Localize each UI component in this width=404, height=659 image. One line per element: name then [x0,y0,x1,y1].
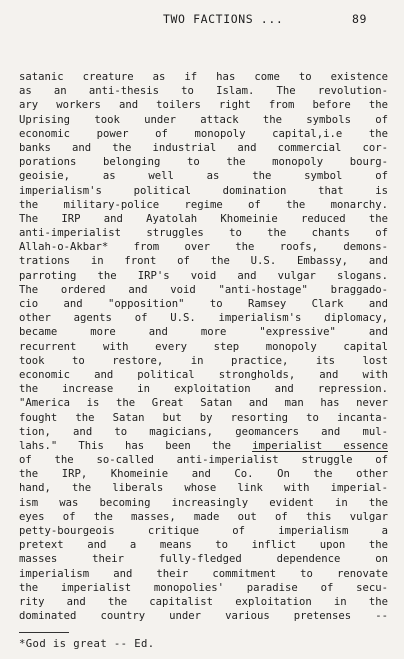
body-line: imperialism and their commitment to renovate [19,567,388,580]
body-line: of the so-called anti-imperialist struggle of [19,454,388,467]
page-number: 89 [352,12,368,26]
body-line: porations belonging to the monopoly bourg- [19,156,388,169]
body-line: The IRP and Ayatolah Khomeinie reduced the [19,212,388,225]
body-line: masses their fully-fledged dependence on [19,553,388,566]
body-line: hand, the liberals whose link with imperial- [19,482,388,495]
body-line: as an anti-thesis to Islam. The revolution- [19,85,388,98]
body-line: took to restore, in practice, its lost [19,354,388,367]
body-line: The ordered and void "anti-hostage" braggado- [19,283,388,296]
body-line: anti-imperialist struggles to the chants of [19,227,388,240]
body-line: Allah-o-Akbar* from over the roofs, demons- [19,241,388,254]
running-head [0,12,404,28]
body-line: lahs." This has been the imperialist essence [19,439,388,452]
body-line: trations in front of the U.S. Embassy, and [19,255,388,268]
body-line: the increase in exploitation and repression. [19,383,388,396]
body-line: "America is the Great Satan and man has never [19,397,388,410]
body-text [19,70,388,623]
footnote-rule [19,632,69,633]
body-line: economic and political strongholds, and with [19,368,388,381]
body-line: banks and the industrial and commercial cor- [19,141,388,154]
body-line: economic power of monopoly capital,i.e the [19,127,388,140]
body-line: the imperialist monopolies' paradise of secu- [19,581,388,594]
body-line: tion, and to magicians, geomancers and mul- [19,425,388,438]
body-line: the military-police regime of the monarchy. [19,198,388,211]
body-line: ism was becoming increasingly evident in the [19,496,388,509]
body-line: Uprising took under attack the symbols of [19,113,388,126]
body-line: the IRP, Khomeinie and Co. On the other [19,468,388,481]
body-line: dominated country under various pretenses -- [19,610,388,623]
body-line: satanic creature as if has come to existence [19,71,388,83]
body-line: became more and more "expressive" and [19,326,388,339]
body-line: recurrent with every step monopoly capital [19,340,388,353]
running-title: TWO FACTIONS ... [163,12,284,26]
body-line: imperialism's political domination that is [19,184,388,197]
body-line: eyes of the masses, made out of this vulgar [19,510,388,523]
body-line: rity and the capitalist exploitation in the [19,595,388,608]
body-line: other agents of U.S. imperialism's diplomacy, [19,312,388,325]
body-line: petty-bourgeois critique of imperialism a [19,525,388,537]
underlined-phrase: imperialist essence [252,439,388,452]
body-line: geoisie, as well as the symbol of [19,170,388,183]
body-line: parroting the IRP's void and vulgar slogans. [19,269,388,282]
body-line: fought the Satan but by resorting to incanta- [19,411,388,424]
body-line: cio and "opposition" to Ramsey Clark and [19,298,388,310]
footnote: *God is great -- Ed. [19,638,155,650]
body-line: ary workers and toilers right from before the [19,99,388,112]
body-line: pretext and a means to inflict upon the [19,539,388,552]
